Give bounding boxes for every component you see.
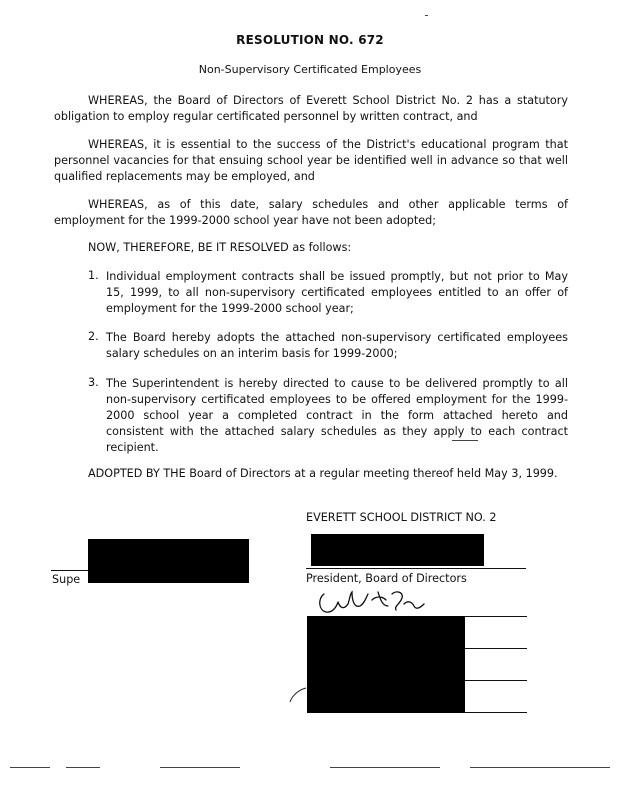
- list-item-text: Individual employment contracts shall be issued promptly, but not prior to May 15, 1999, to all non-supervisory certificated employees entitled to an offer of employment for the 1999-2000 school year;: [106, 270, 568, 315]
- signature-line: [465, 648, 527, 649]
- list-item-number: 3.: [88, 376, 99, 389]
- whereas-paragraph-1: WHEREAS, the Board of Directors of Everett School District No. 2 has a statutory obligation to employ regular certificated personnel by written contract, and: [54, 94, 568, 123]
- scan-artifact: [66, 767, 100, 768]
- resolved-paragraph: NOW, THEREFORE, BE IT RESOLVED as follows:: [88, 241, 352, 254]
- scan-artifact: [452, 440, 478, 441]
- president-label: President, Board of Directors: [306, 572, 467, 585]
- signature-line: [51, 570, 88, 571]
- scan-artifact: [10, 767, 50, 768]
- redaction-box: [311, 534, 484, 566]
- scan-artifact: [425, 15, 428, 16]
- redaction-box: [88, 539, 249, 583]
- handwritten-signature: [316, 584, 432, 620]
- redaction-box: [307, 616, 465, 713]
- signature-line: [465, 680, 527, 681]
- superintendent-label: Supe: [52, 573, 81, 586]
- signature-line: [465, 616, 527, 617]
- list-item-number: 1.: [88, 269, 99, 282]
- list-item-text: The Board hereby adopts the attached non-supervisory certificated employees salary schedules on an interim basis for 1999-2000;: [106, 331, 568, 360]
- scan-artifact: [160, 767, 240, 768]
- whereas-paragraph-3: WHEREAS, as of this date, salary schedules and other applicable terms of employment for the 1999-2000 school year have not been adopted;: [54, 198, 568, 227]
- document-title: RESOLUTION NO. 672: [236, 33, 384, 47]
- signature-line: [306, 568, 526, 569]
- list-item-number: 2.: [88, 330, 99, 343]
- scan-artifact: [470, 767, 610, 768]
- pen-mark: [288, 686, 310, 704]
- adopted-paragraph: ADOPTED BY THE Board of Directors at a regular meeting thereof held May 3, 1999.: [88, 467, 558, 480]
- list-item-text: The Superintendent is hereby directed to cause to be delivered promptly to all non-supervisory certificated employees to be offered employment for the 1999-2000 school year a completed contract in the form attached hereto and consistent with the attached salary schedules as they apply to each contract recipient.: [106, 377, 568, 454]
- scan-artifact: [330, 767, 440, 768]
- document-subtitle: Non-Supervisory Certificated Employees: [198, 63, 422, 76]
- district-name: EVERETT SCHOOL DISTRICT NO. 2: [306, 511, 497, 524]
- whereas-paragraph-2: WHEREAS, it is essential to the success of the District's educational program that personnel vacancies for that ensuing school year be identified well in advance so that well qualified replacements may be employed, and: [54, 138, 568, 183]
- signature-line: [465, 712, 527, 713]
